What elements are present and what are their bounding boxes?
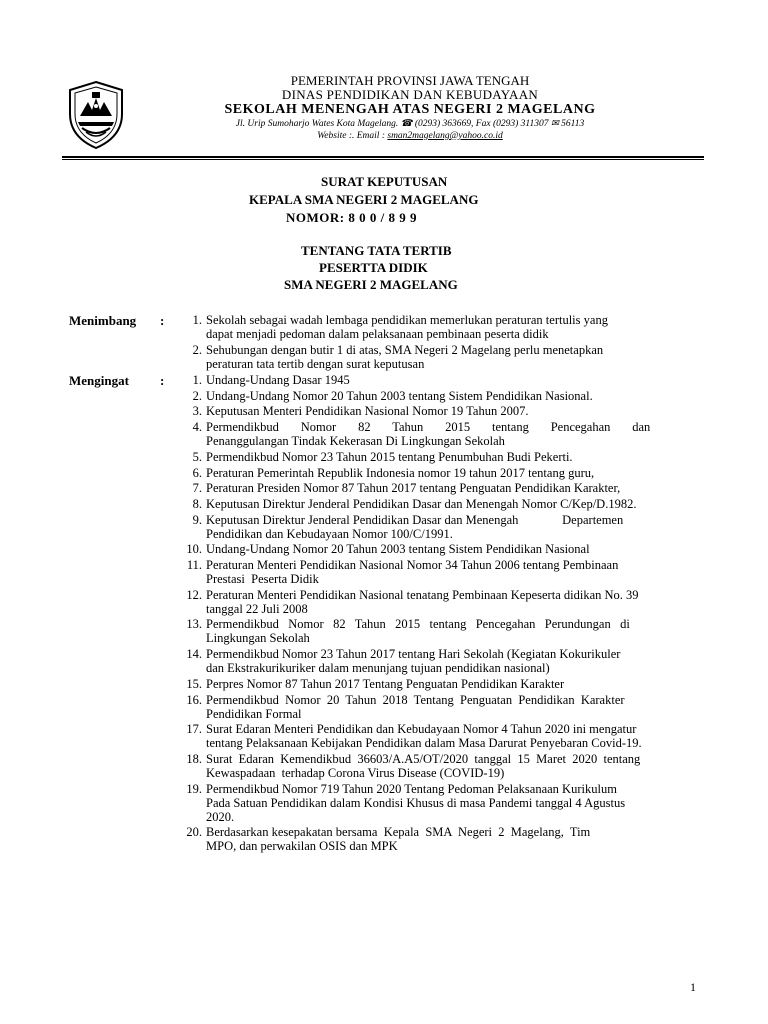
mengingat-item (170, 497, 686, 511)
item-text-line: Lingkungan Sekolah (206, 631, 310, 646)
item-text-line: Pendidikan Formal (206, 706, 302, 721)
item-number: 17. (186, 722, 202, 737)
item-number: 5. (192, 449, 202, 464)
mengingat-item (170, 542, 686, 556)
mengingat-item (170, 481, 686, 495)
item-number: 15. (186, 676, 202, 691)
item-number: 19. (186, 781, 202, 796)
mengingat-item (170, 647, 686, 675)
item-text-line: Berdasarkan kesepakatan bersama Kepala SMA Negeri 2 Magelang, Tim (206, 825, 591, 840)
item-text-line: Pada Satuan Pendidikan dalam Kondisi Khusus di masa Pandemi tanggal 4 Agustus (206, 795, 626, 810)
item-text-line: Prestasi Peserta Didik (206, 572, 319, 586)
item-number: 2. (192, 388, 202, 403)
item-number: 20. (186, 825, 202, 840)
item-text-line: Keputusan Menteri Pendidikan Nasional Nomor 19 Tahun 2007. (206, 404, 529, 419)
item-text-line: Sekolah sebagai wadah lembaga pendidikan memerlukan peraturan tertulis yang (206, 313, 608, 327)
letterhead-divider-thick (62, 156, 704, 158)
letterhead-contact (140, 131, 680, 141)
item-number: 4. (192, 420, 202, 435)
item-text-line: Permendikbud Nomor 23 Tahun 2017 tentang Hari Sekolah (Kegiatan Kokurikuler (206, 647, 621, 662)
item-text-line: Undang-Undang Nomor 20 Tahun 2003 tentang Sistem Pendidikan Nasional. (206, 388, 593, 403)
item-text-line: Permendikbud Nomor 719 Tahun 2020 Tentang Pedoman Pelaksanaan Kurikulum (206, 781, 617, 796)
mengingat-colon: : (160, 373, 165, 388)
email-link[interactable]: sman2magelang@yahoo.co.id (387, 131, 503, 141)
item-text-line: Undang-Undang Dasar 1945 (206, 373, 350, 387)
item-text-line: Peraturan Menteri Pendidikan Nasional Nomor 34 Tahun 2006 tentang Pembinaan (206, 558, 619, 572)
mengingat-item (170, 617, 686, 645)
letterhead-school-name: SEKOLAH MENENGAH ATAS NEGERI 2 MAGELANG (224, 102, 596, 117)
item-text-line: Keputusan Direktur Jenderal Pendidikan Dasar dan Menengah Nomor C/Kep/D.1982. (206, 496, 637, 511)
mengingat-item (170, 420, 686, 448)
mengingat-item (170, 782, 686, 824)
item-text-line: peraturan tata tertib dengan surat keputusan (206, 356, 425, 371)
item-text-line: Permendikbud Nomor 20 Tahun 2018 Tentang Penguatan Pendidikan Karakter (206, 692, 625, 707)
item-text-line: Kewaspadaan terhadap Corona Virus Disease (COVID-19) (206, 765, 505, 780)
item-text-line: dapat menjadi pedoman dalam pelaksanaan pembinaan peserta didik (206, 327, 549, 341)
doc-subject-line2: PESERTTA DIDIK (319, 260, 428, 275)
mengingat-item (170, 693, 686, 721)
doc-subject-line3: SMA NEGERI 2 MAGELANG (284, 277, 458, 292)
letterhead-address: Jl. Urip Sumoharjo Wates Kota Magelang. ☎ (0293) 363669, Fax (0293) 311307 ✉ 56113 (235, 119, 585, 129)
mengingat-item (170, 825, 686, 853)
item-number: 10. (186, 542, 202, 557)
item-number: 8. (192, 496, 202, 511)
item-text-line: 2020. (206, 809, 235, 824)
mengingat-item (170, 404, 686, 418)
item-number: 13. (186, 617, 202, 632)
mengingat-item (170, 450, 686, 464)
mengingat-item (170, 373, 686, 387)
letterhead-divider-thin (62, 159, 704, 160)
item-text-line: dan Ekstrakurikuriker dalam menunjang tujuan pendidikan nasional) (206, 661, 550, 676)
item-text-line: Penanggulangan Tindak Kekerasan Di Lingkungan Sekolah (206, 434, 505, 449)
item-text-line: Keputusan Direktur Jenderal Pendidikan Dasar dan Menengah Departemen (206, 512, 624, 527)
item-text-line: Undang-Undang Nomor 20 Tahun 2003 tentang Sistem Pendidikan Nasional (206, 542, 590, 557)
item-text-line: MPO, dan perwakilan OSIS dan MPK (206, 839, 398, 854)
item-text-line: Surat Edaran Menteri Pendidikan dan Kebudayaan Nomor 4 Tahun 2020 ini mengatur (206, 722, 637, 737)
mengingat-item (170, 466, 686, 480)
menimbang-item (170, 343, 686, 371)
menimbang-colon: : (160, 313, 165, 328)
item-text-line: Peraturan Menteri Pendidikan Nasional tenatang Pembinaan Kepeserta didikan No. 39 (206, 587, 639, 602)
item-text-line: tanggal 22 Juli 2008 (206, 601, 308, 616)
website-label: Website :. Email : (317, 131, 388, 141)
item-number: 18. (186, 751, 202, 766)
mengingat-item (170, 677, 686, 691)
item-text-line: Permendikbud Nomor 82 Tahun 2015 tentang Pencegahan Perundungan di (206, 617, 630, 632)
doc-issuer: KEPALA SMA NEGERI 2 MAGELANG (249, 192, 479, 207)
item-number: 16. (186, 692, 202, 707)
item-number: 12. (186, 587, 202, 602)
mengingat-label: Mengingat (69, 373, 129, 388)
item-text-line: Peraturan Pemerintah Republik Indonesia nomor 19 tahun 2017 tentang guru, (206, 465, 595, 480)
menimbang-label: Menimbang (69, 313, 137, 328)
doc-subject-line1: TENTANG TATA TERTIB (301, 243, 452, 258)
item-number: 2. (192, 342, 202, 357)
item-text-line: Permendikbud Nomor 23 Tahun 2015 tentang Penumbuhan Budi Pekerti. (206, 449, 573, 464)
menimbang-item (170, 313, 686, 341)
mengingat-item (170, 588, 686, 616)
item-text-line: Surat Edaran Kemendikbud 36603/A.A5/OT/2020 tanggal 15 Maret 2020 tentang (206, 751, 641, 766)
letterhead-department: DINAS PENDIDIKAN DAN KEBUDAYAAN (281, 87, 539, 102)
mengingat-item (170, 389, 686, 403)
mengingat-item (170, 558, 686, 586)
item-number: 9. (192, 512, 202, 527)
letterhead-government: PEMERINTAH PROVINSI JAWA TENGAH (290, 73, 530, 88)
item-number: 1. (192, 313, 202, 327)
item-number: 1. (192, 373, 202, 387)
doc-title: SURAT KEPUTUSAN (321, 174, 448, 189)
item-number: 14. (186, 647, 202, 662)
item-number: 6. (192, 465, 202, 480)
mengingat-item (170, 513, 686, 541)
item-number: 7. (192, 481, 202, 496)
item-text-line: Perpres Nomor 87 Tahun 2017 Tentang Penguatan Pendidikan Karakter (206, 676, 565, 691)
item-text-line: Sehubungan dengan butir 1 di atas, SMA Negeri 2 Magelang perlu menetapkan (206, 342, 604, 357)
item-number: 11. (186, 558, 202, 572)
item-number: 3. (192, 404, 202, 419)
item-text-line: Permendikbud Nomor 82 Tahun 2015 tentang Pencegahan dan (206, 420, 651, 435)
item-text-line: Pendidikan dan Kebudayaan Nomor 100/C/1991. (206, 526, 453, 541)
mengingat-item (170, 752, 686, 780)
doc-number: NOMOR: 8 0 0 / 8 9 9 (286, 210, 417, 225)
item-text-line: Peraturan Presiden Nomor 87 Tahun 2017 tentang Penguatan Pendidikan Karakter, (206, 481, 621, 496)
mengingat-item (170, 722, 686, 750)
provincial-emblem-icon (66, 80, 126, 150)
item-text-line: tentang Pelaksanaan Kebijakan Pendidikan dalam Masa Darurat Penyebaran Covid-19. (206, 736, 642, 751)
page-number: 1 (690, 980, 696, 994)
